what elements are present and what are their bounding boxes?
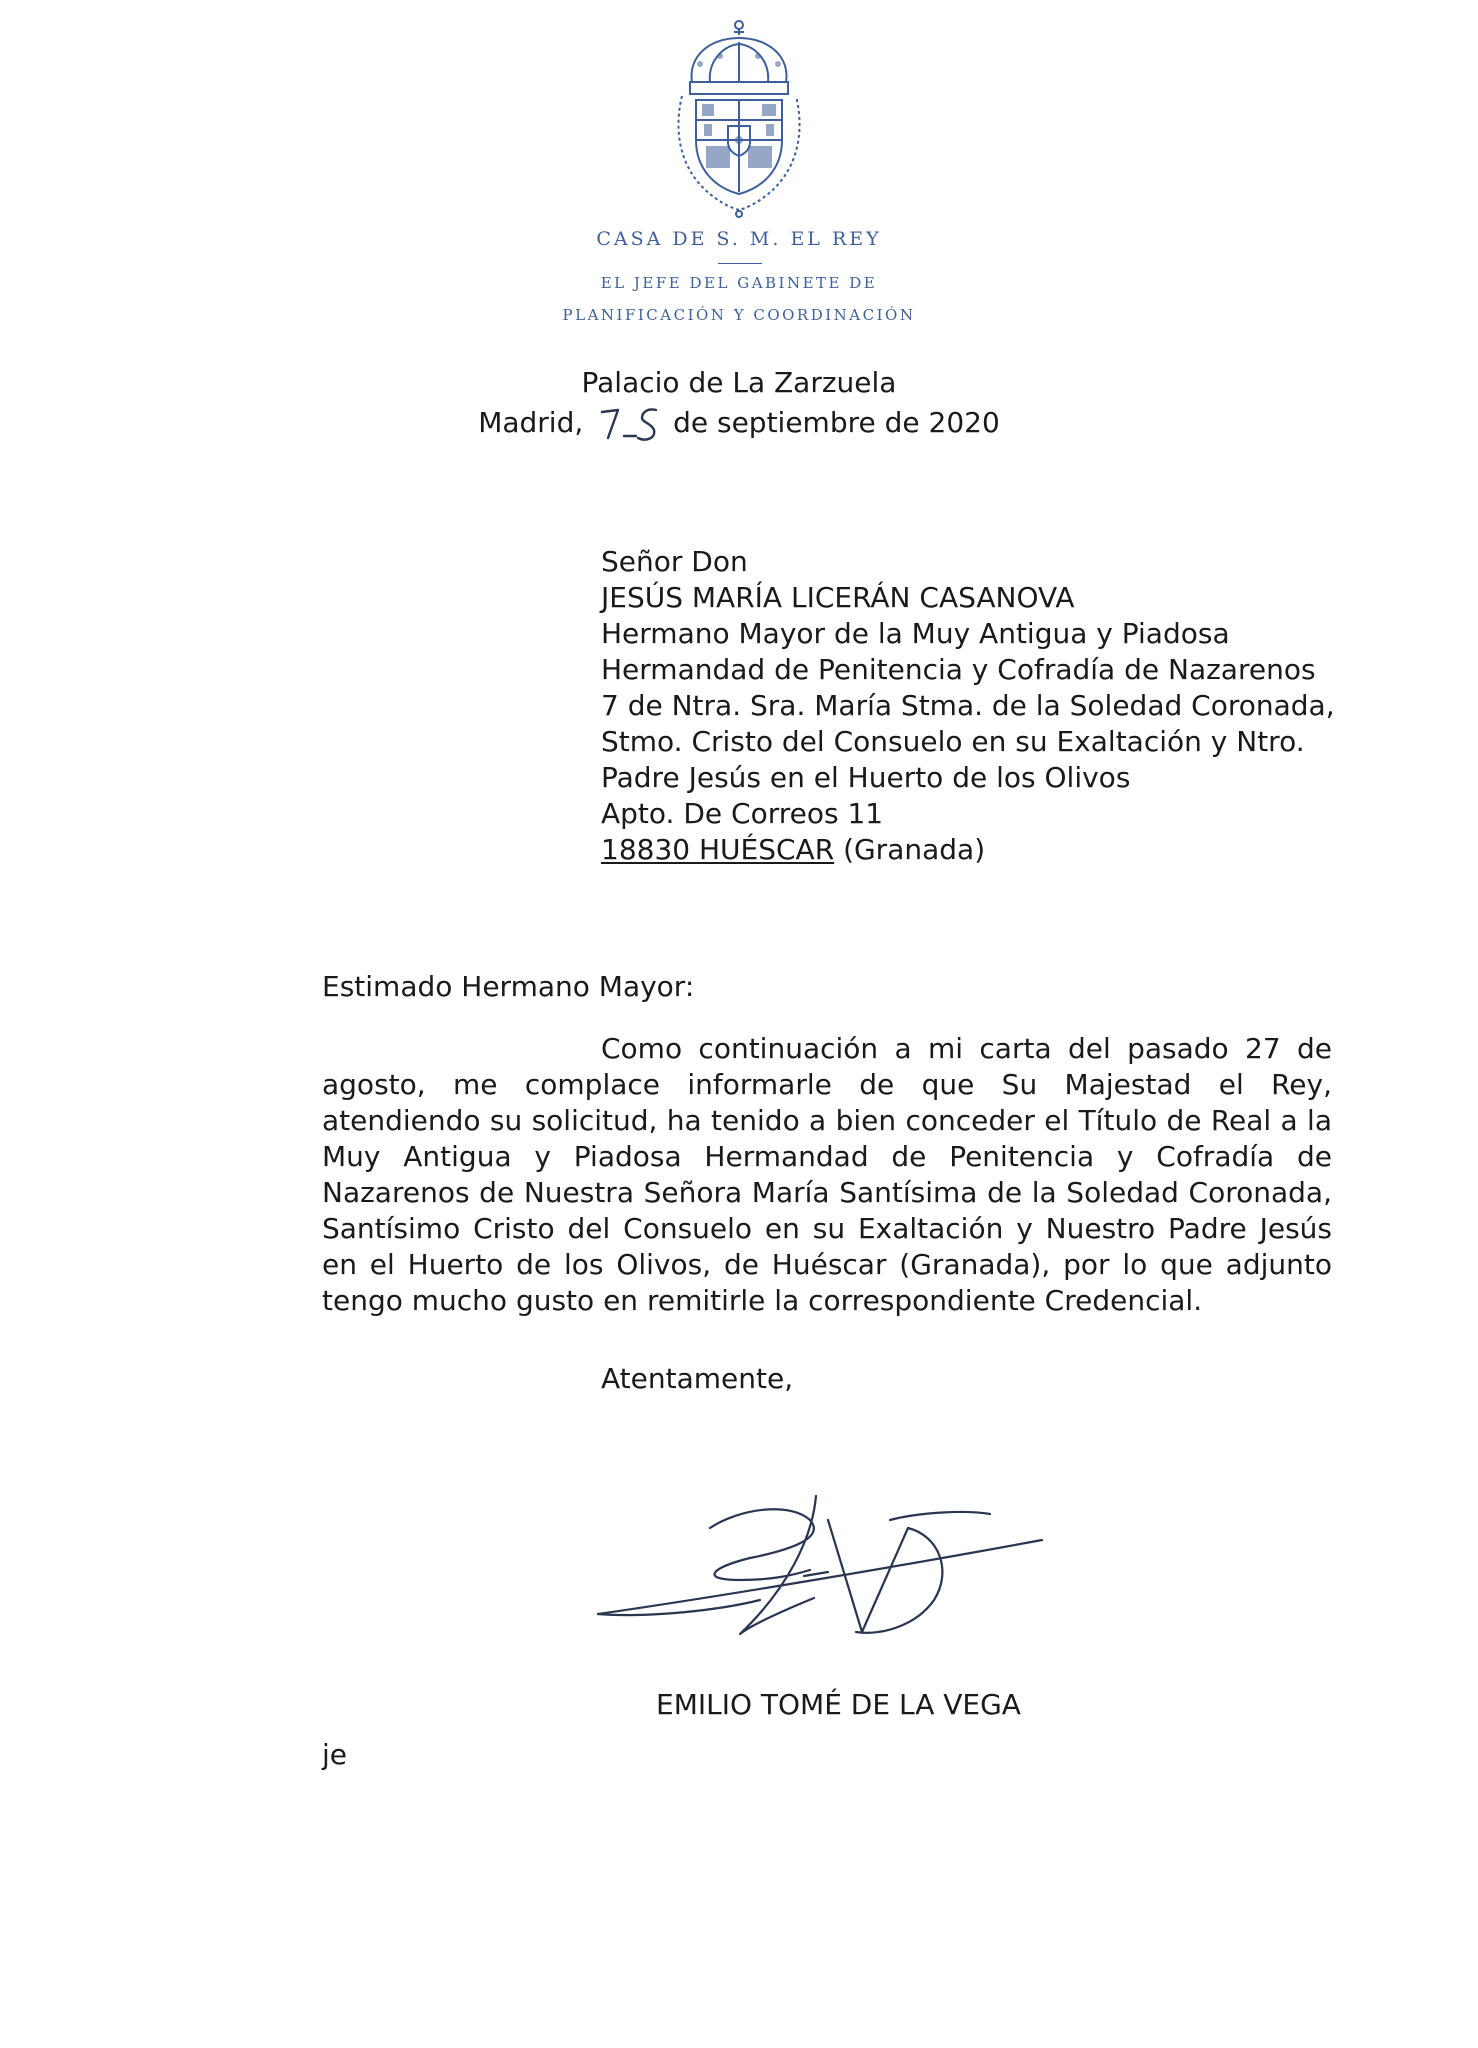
- handwritten-day-icon: [592, 402, 664, 442]
- letterhead-office-line1: EL JEFE DEL GABINETE DE: [600, 274, 878, 292]
- signer-name: EMILIO TOMÉ DE LA VEGA: [656, 1688, 1021, 1721]
- closing: Atentamente,: [601, 1362, 794, 1395]
- recipient-title: Señor Don: [601, 545, 748, 578]
- recipient-city-line: [601, 832, 1335, 868]
- typist-initials: je: [322, 1738, 348, 1771]
- recipient-province: (Granada): [843, 833, 986, 866]
- royal-coat-of-arms-icon: [670, 18, 808, 218]
- letterhead-house: CASA DE S. M. EL REY: [596, 228, 882, 250]
- greeting: Estimado Hermano Mayor:: [322, 970, 695, 1003]
- recipient-postal-city: 18830 HUÉSCAR: [601, 833, 835, 866]
- recipient-line: Stmo. Cristo del Consuelo en su Exaltación y Ntro.: [601, 725, 1305, 758]
- letter-place: Palacio de La Zarzuela: [581, 366, 897, 399]
- letter-date: [0, 402, 1478, 442]
- handwritten-signature-icon: [590, 1450, 1050, 1660]
- recipient-line: Hermano Mayor de la Muy Antigua y Piadosa: [601, 617, 1230, 650]
- date-month-year: de septiembre de 2020: [673, 406, 1000, 439]
- recipient-line: Padre Jesús en el Huerto de los Olivos: [601, 761, 1131, 794]
- recipient-name: JESÚS MARÍA LICERÁN CASANOVA: [601, 581, 1075, 614]
- recipient-address: [601, 544, 1335, 868]
- letter-body: Como continuación a mi carta del pasado 27 de agosto, me complace informarle de que Su Majestad el Rey, atendiendo su solicitud, ha tenido a bien conceder el Título de Real a la Muy Antigua y Piadosa Hermandad de Penitencia y Cofradía de Nazarenos de Nuestra Señora María Santísima de la Soledad Coronada, Santísimo Cristo del Consuelo en su Exaltación y Nuestro Padre Jesús en el Huerto de los Olivos, de Huéscar (Granada), por lo que adjunto tengo mucho gusto en remitirle la correspondiente Credencial.: [322, 1032, 1332, 1317]
- letterhead-office-line2: PLANIFICACIÓN Y COORDINACIÓN: [562, 306, 916, 324]
- letterhead-divider: [718, 263, 762, 264]
- recipient-line: Apto. De Correos 11: [601, 797, 884, 830]
- recipient-line: 7 de Ntra. Sra. María Stma. de la Soledad Coronada,: [601, 689, 1335, 722]
- date-city: Madrid,: [478, 406, 584, 439]
- recipient-line: Hermandad de Penitencia y Cofradía de Nazarenos: [601, 653, 1316, 686]
